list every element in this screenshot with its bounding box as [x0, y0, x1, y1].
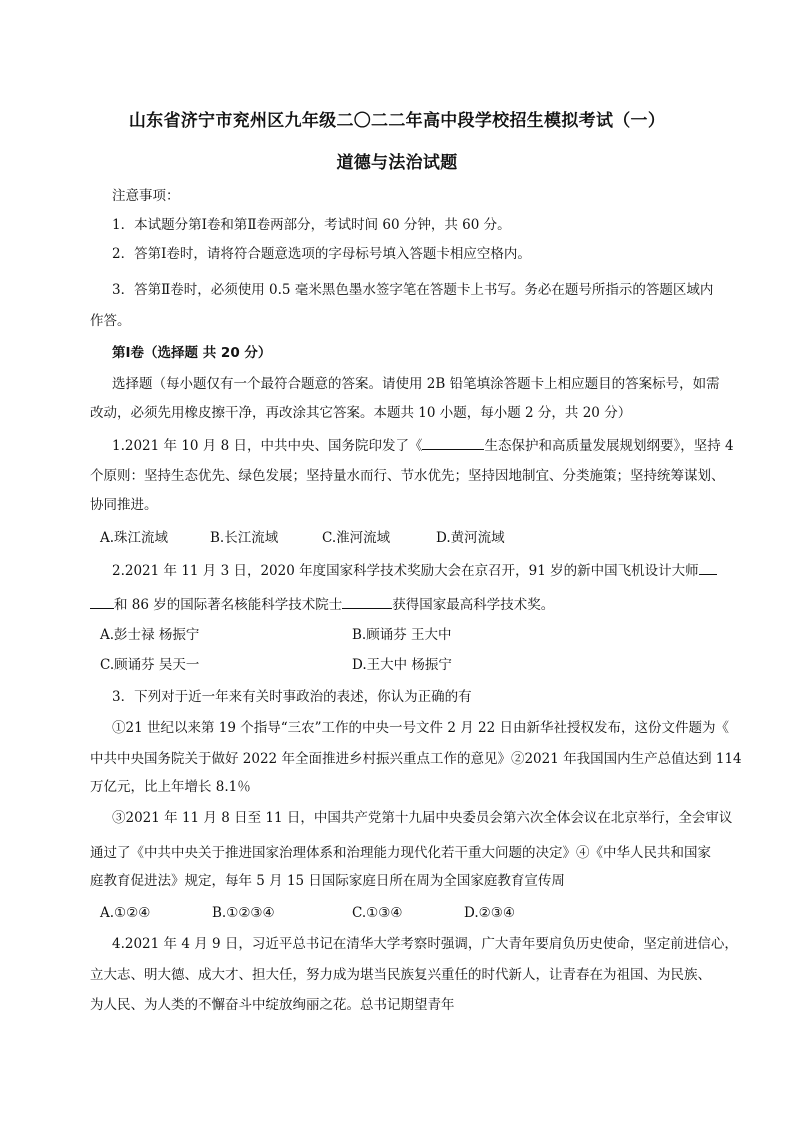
- q1-option-d: D.黄河流域: [436, 530, 505, 546]
- q1-option-a: A.珠江流域: [100, 530, 169, 546]
- q2-line-1: [112, 560, 742, 581]
- q1-line-1: [112, 435, 742, 456]
- q2-option-b: B.顾诵芬 王大中: [352, 627, 452, 643]
- exam-subtitle: 道德与法治试题: [336, 153, 458, 173]
- q3-option-c: C.①③④: [352, 905, 403, 921]
- q3-option-b: B.①②③④: [212, 905, 275, 921]
- q1-blank: [422, 435, 484, 450]
- q2-option-c: C.顾诵芬 吴天一: [100, 657, 200, 673]
- q1-option-c: C.淮河流域: [322, 530, 391, 546]
- q2-blank-1b: [90, 594, 114, 609]
- notice-item-3-cont: 作答。: [90, 313, 131, 329]
- q1-text-b: 生态保护和高质量发展规划纲要》，坚持 4: [484, 438, 734, 454]
- exam-title: 山东省济宁市兖州区九年级二〇二二年高中段学校招生模拟考试（一）: [128, 111, 666, 131]
- section-heading: 第Ⅰ卷（选择题 共 20 分）: [112, 345, 272, 361]
- q2-text-b: 获得国家最高科学技术奖。: [392, 597, 555, 613]
- q3-line-1: 3．下列对于近一年来有关时事政治的表述，你认为正确的有: [112, 689, 472, 705]
- q1-line-3: 协同推进。: [90, 497, 158, 513]
- q1-option-b: B.长江流域: [210, 530, 279, 546]
- q2-text-a: 和 86 岁的国际著名核能科学技术院士: [114, 597, 343, 613]
- notice-item-2: 2．答第Ⅰ卷时，请将符合题意选项的字母标号填入答题卡相应空格内。: [112, 246, 531, 262]
- section-instructions-2: 改动，必须先用橡皮擦干净，再改涂其它答案。本题共 10 小题，每小题 2 分，共 20 分）: [90, 405, 632, 421]
- q4-line-2: 立大志、明大德、成大才、担大任，努力成为堪当民族复兴重任的时代新人，让青春在为祖国、为民族、: [90, 967, 711, 983]
- q3-line-6: 通过了《中共中央关于推进国家治理体系和治理能力现代化若干重大问题的决定》④《中华人民共和国家: [90, 845, 711, 861]
- q1-text-a: 1.2021 年 10 月 8 日，中共中央、国务院印发了《: [112, 438, 423, 454]
- q3-line-3: 中共中央国务院关于做好 2022 年全面推进乡村振兴重点工作的意见》②2021 年我国国内生产总值达到 114: [90, 751, 742, 767]
- q2-blank-2: [342, 594, 392, 609]
- q3-option-a: A.①②④: [100, 905, 151, 921]
- notice-item-3: 3．答第Ⅱ卷时，必须使用 0.5 毫米黑色墨水签字笔在答题卡上书写。务必在题号所指示的答题区域内: [112, 282, 714, 298]
- q3-option-d: D.②③④: [464, 905, 515, 921]
- q2-blank-1a: [699, 560, 717, 575]
- q3-line-4: 万亿元，比上年增长 8.1％: [90, 779, 251, 795]
- q3-line-5: ③2021 年 11 月 8 日至 11 日，中国共产党第十九届中央委员会第六次全体会议在北京举行，全会审议: [112, 810, 733, 826]
- q2-option-a: A.彭士禄 杨振宁: [100, 627, 200, 643]
- q3-line-2: ①21 世纪以来第 19 个指导“三农”工作的中央一号文件 2 月 22 日由新华社授权发布，这份文件题为《: [112, 720, 729, 736]
- q4-line-1: 4.2021 年 4 月 9 日，习近平总书记在清华大学考察时强调，广大青年要肩负历史使命，坚定前进信心，: [112, 936, 738, 952]
- notice-item-1: 1．本试题分第Ⅰ卷和第Ⅱ卷两部分，考试时间 60 分钟，共 60 分。: [112, 217, 511, 233]
- q2-line-2: [90, 594, 720, 615]
- q3-line-7: 庭教育促进法》规定，每年 5 月 15 日国际家庭日所在周为全国家庭教育宣传周: [90, 873, 565, 889]
- section-instructions-1: 选择题（每小题仅有一个最符合题意的答案。请使用 2B 铅笔填涂答题卡上相应题目的答案标号，如需: [112, 376, 720, 392]
- q1-line-2: 个原则：坚持生态优先、绿色发展；坚持量水而行、节水优先；坚持因地制宜、分类施策；坚持统筹谋划、: [90, 468, 725, 484]
- q4-line-3: 为人民、为人类的不懈奋斗中绽放绚丽之花。总书记期望青年: [90, 997, 455, 1013]
- q2-text: 2.2021 年 11 月 3 日，2020 年度国家科学技术奖励大会在京召开，91 岁的新中国飞机设计大师: [112, 563, 699, 579]
- q2-option-d: D.王大中 杨振宁: [352, 657, 452, 673]
- notice-heading: 注意事项：: [112, 188, 180, 204]
